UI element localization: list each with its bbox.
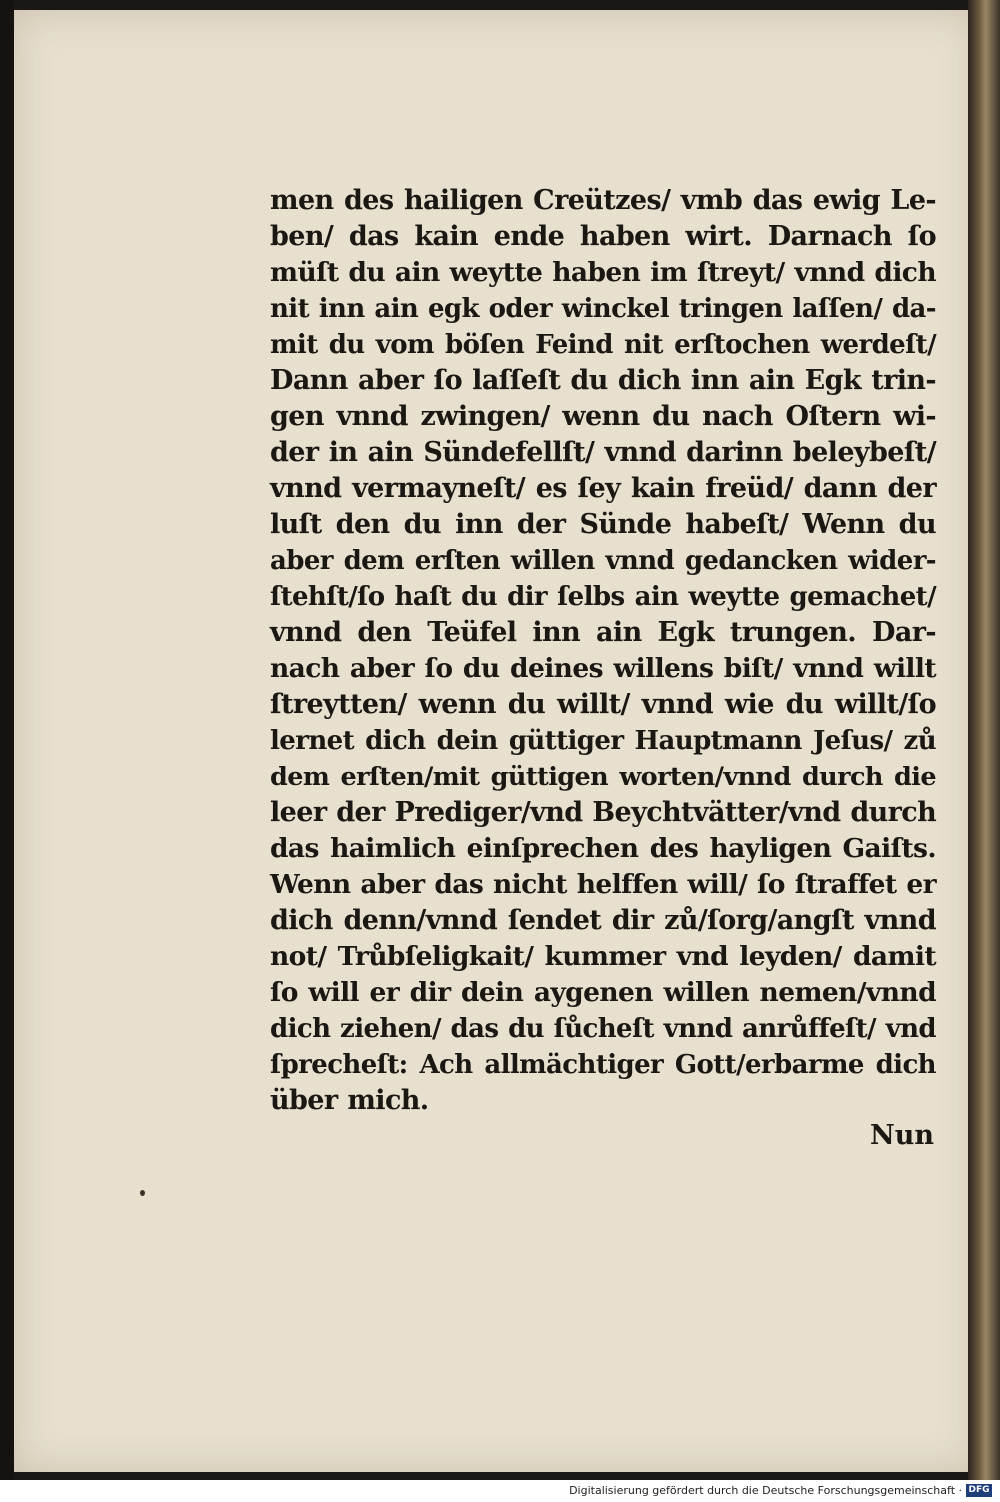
text-line: ſprecheſt: Ach allmächtiger Gott/erbarme dich xyxy=(270,1050,936,1080)
text-line: dem erſten/mit güttigen worten/vnnd durch die xyxy=(270,762,936,792)
text-line: ſo will er dir dein aygenen willen nemen/vnnd xyxy=(270,977,936,1008)
text-line: ſtreytten/ wenn du willt/ vnnd wie du willt/ſo xyxy=(270,689,936,720)
text-line: ben/ das kain ende haben wirt. Darnach ſo xyxy=(270,221,936,252)
text-line: aber dem erſten willen vnnd gedancken wider- xyxy=(270,546,936,576)
text-line: not/ Trůbſeligkait/ kummer vnd leyden/ damit xyxy=(270,941,936,972)
footer-bar xyxy=(0,1480,1000,1502)
book-spine-edge xyxy=(968,0,1000,1480)
text-line: vnnd vermayneſt/ es ſey kain freüd/ dann der xyxy=(270,473,936,504)
scan-left-edge xyxy=(0,0,14,1480)
text-line: dich ziehen/ das du ſůcheſt vnnd anrůffeſt/ vnd xyxy=(270,1014,936,1044)
text-line: der in ain Sündefellſt/ vnnd darinn beleybeſt/ xyxy=(270,437,936,468)
text-line: Wenn aber das nicht helffen will/ ſo ſtraffet er xyxy=(270,869,936,900)
text-line: luſt den du inn der Sünde habeſt/ Wenn du xyxy=(270,509,936,540)
ink-speck xyxy=(140,1190,145,1196)
text-line: müſt du ain weytte haben im ſtreyt/ vnnd dich xyxy=(270,257,936,288)
text-line: nach aber ſo du deines willens biſt/ vnnd willt xyxy=(270,653,936,684)
text-line: über mich. xyxy=(270,1085,429,1116)
text-line: dich denn/vnnd ſendet dir zů/ſorg/angſt vnnd xyxy=(270,905,936,936)
text-line: men des hailigen Creützes/ vmb das ewig Le- xyxy=(270,185,936,216)
text-line: lernet dich dein güttiger Hauptmann Jeſus/ zů xyxy=(270,726,936,756)
dfg-logo: DFG xyxy=(966,1484,992,1497)
catchword: Nun xyxy=(870,1120,934,1151)
text-line: nit inn ain egk oder winckel tringen laſſen/ da- xyxy=(270,294,936,324)
text-line: Dann aber ſo laſſeſt du dich inn ain Egk trin- xyxy=(270,365,936,396)
page-text-block xyxy=(270,183,936,1119)
text-line: mit du vom böſen Feind nit erſtochen werdeſt/ xyxy=(270,330,936,360)
funding-credit: Digitalisierung gefördert durch die Deutsche Forschungsgemeinschaft · xyxy=(569,1484,962,1497)
text-line: leer der Prediger/vnd Beychtvätter/vnd durch xyxy=(270,797,937,828)
text-line: das haimlich einſprechen des hayligen Gaiſts. xyxy=(270,833,936,864)
text-line: gen vnnd zwingen/ wenn du nach Oſtern wi- xyxy=(270,401,936,432)
text-line: ſtehſt/ſo haſt du dir ſelbs ain weytte gemachet/ xyxy=(270,582,936,612)
text-line: vnnd den Teüfel inn ain Egk trungen. Dar- xyxy=(270,617,936,648)
